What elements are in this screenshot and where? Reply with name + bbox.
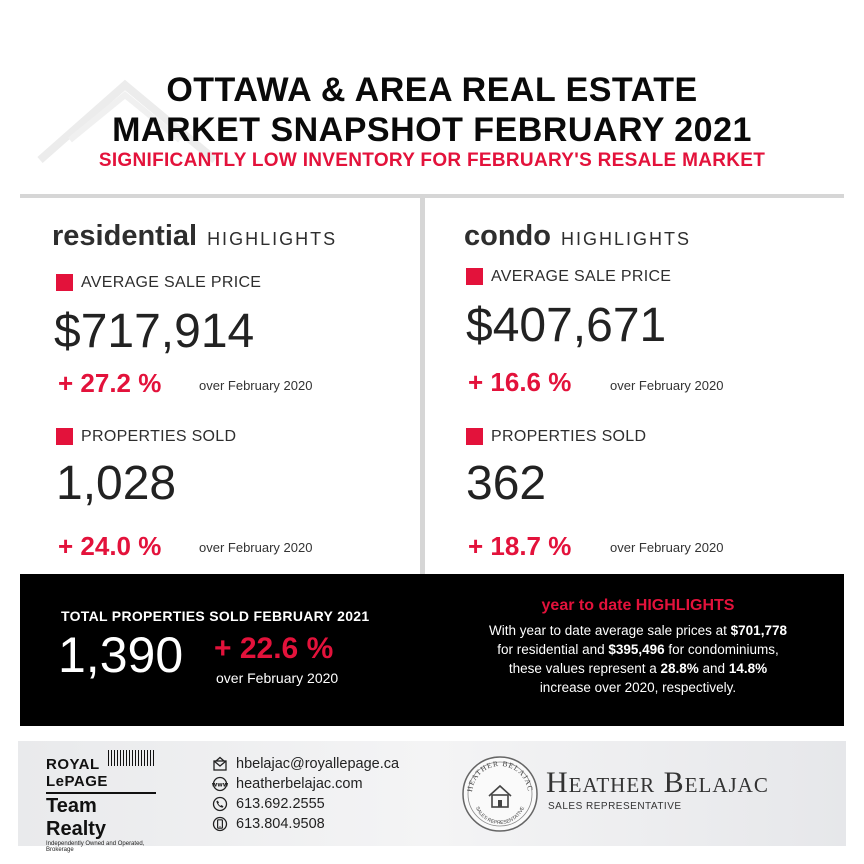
ytd-condo-price: $395,496: [608, 642, 665, 657]
agent-name: Heather Belajac: [546, 766, 769, 799]
mobile-icon: [212, 816, 228, 832]
red-square-marker: [466, 428, 483, 445]
brand-line3: Independently Owned and Operated, Brokerage: [46, 841, 145, 853]
ytd-text: for condominiums,: [664, 642, 779, 657]
brand-rule: [46, 792, 156, 794]
ytd-text: for residential and: [497, 642, 609, 657]
condo-sold-over: over February 2020: [610, 540, 724, 555]
brand-line2: Team Realty: [46, 795, 107, 840]
red-square-marker: [56, 274, 73, 291]
top-divider: [20, 194, 844, 198]
ytd-text: and: [698, 661, 729, 676]
ytd-residential-pct: 28.8%: [660, 661, 699, 676]
red-square-marker: [56, 428, 73, 445]
contact-phone[interactable]: [212, 794, 399, 814]
residential-sold-value: 1,028: [56, 457, 177, 510]
total-sold-value: 1,390: [58, 627, 184, 683]
residential-avg-value: $717,914: [54, 305, 255, 358]
agent-role: SALES REPRESENTATIVE: [548, 801, 682, 812]
residential-sold-over: over February 2020: [199, 540, 313, 555]
ytd-residential-price: $701,778: [730, 623, 787, 638]
brand-stripes: [108, 750, 154, 766]
ytd-title: year to date HIGHLIGHTS: [541, 597, 735, 614]
agent-seal-logo: [460, 754, 540, 834]
web-icon: [212, 776, 228, 792]
condo-avg-over: over February 2020: [610, 378, 724, 393]
contact-mobile[interactable]: [212, 814, 399, 834]
condo-heading: [464, 220, 691, 253]
condo-sold-change: + 18.7 %: [468, 531, 572, 561]
svg-text:HEATHER BELAJAC: HEATHER BELAJAC: [464, 758, 535, 793]
ytd-text: these values represent a: [508, 661, 661, 676]
phone1-text: 613.692.2555: [236, 796, 325, 812]
condo-avg-label-row: [466, 268, 671, 286]
column-divider: [420, 198, 425, 576]
residential-avg-over: over February 2020: [199, 378, 313, 393]
royal-lepage-logo: [46, 756, 156, 853]
page-title-line1: OTTAWA & AREA REAL ESTATE: [166, 71, 698, 109]
ytd-text: With year to date average sale prices at: [489, 623, 731, 638]
email-icon: [212, 756, 228, 772]
red-square-marker: [466, 268, 483, 285]
ytd-condo-pct: 14.8%: [728, 661, 768, 676]
condo-avg-label: AVERAGE SALE PRICE: [491, 268, 672, 285]
contact-website[interactable]: [212, 774, 399, 794]
contact-list: [212, 754, 399, 834]
residential-sold-label-row: [56, 428, 236, 446]
phone-icon: [212, 796, 228, 812]
phone2-text: 613.804.9508: [236, 816, 325, 832]
residential-word: residential: [52, 220, 198, 252]
total-sold-change: + 22.6 %: [214, 632, 334, 665]
page-title-line2: MARKET SNAPSHOT FEBRUARY 2021: [112, 111, 752, 149]
residential-avg-change: + 27.2 %: [58, 368, 162, 398]
total-sold-over: over February 2020: [216, 670, 339, 686]
email-text: hbelajac@royallepage.ca: [236, 756, 400, 772]
residential-highlights: HIGHLIGHTS: [207, 229, 338, 249]
svg-text:SALES REPRESENTATIVE: SALES REPRESENTATIVE: [473, 805, 527, 827]
residential-sold-change: + 24.0 %: [58, 531, 162, 561]
condo-word: condo: [464, 220, 551, 252]
condo-sold-label-row: [466, 428, 646, 446]
residential-heading: [52, 220, 337, 253]
contact-email[interactable]: [212, 754, 399, 774]
brand-line1: ROYAL LePAGE: [46, 756, 108, 790]
condo-highlights: HIGHLIGHTS: [561, 229, 692, 249]
condo-avg-value: $407,671: [466, 299, 667, 352]
ytd-text: increase over 2020, respectively.: [539, 680, 737, 695]
residential-sold-label: PROPERTIES SOLD: [81, 428, 237, 445]
condo-sold-value: 362: [466, 457, 547, 510]
residential-avg-label-row: [56, 274, 261, 292]
condo-avg-change: + 16.6 %: [468, 367, 572, 397]
website-text: heatherbelajac.com: [236, 776, 363, 792]
residential-avg-label: AVERAGE SALE PRICE: [81, 274, 262, 291]
page-subtitle: SIGNIFICANTLY LOW INVENTORY FOR FEBRUARY'S RESALE MARKET: [98, 150, 766, 171]
total-sold-label: TOTAL PROPERTIES SOLD FEBRUARY 2021: [61, 608, 370, 624]
condo-sold-label: PROPERTIES SOLD: [491, 428, 647, 445]
ytd-body: [440, 621, 836, 697]
svg-text:www: www: [212, 781, 228, 789]
